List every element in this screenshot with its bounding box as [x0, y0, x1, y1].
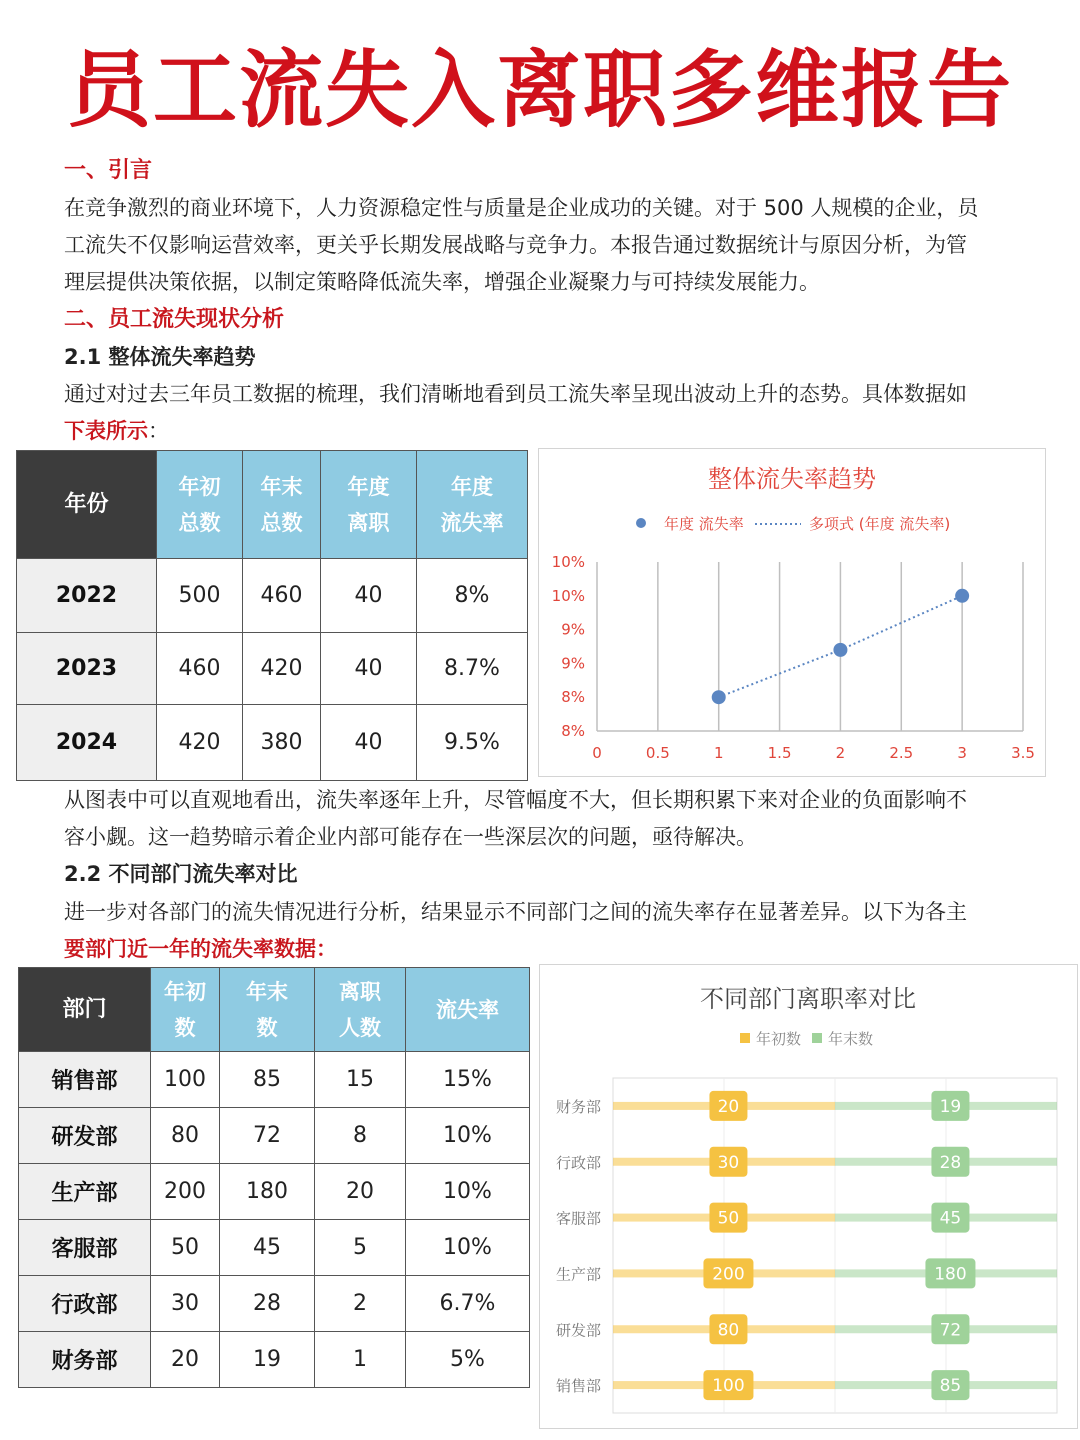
department-chart-svg [540, 965, 1077, 1428]
chart-title: 不同部门离职率对比 [700, 985, 916, 1013]
cell-year: 2022 [17, 559, 157, 633]
cell-year: 2024 [17, 705, 157, 781]
table-row [17, 705, 528, 781]
col-header-annual-rate: 年度 流失率 [417, 451, 528, 559]
col-header-department: 部门 [19, 968, 151, 1052]
data-label: 20 [717, 1096, 740, 1117]
cell: 460 [157, 633, 243, 705]
cell: 40 [321, 559, 417, 633]
cell: 500 [157, 559, 243, 633]
intro-line: 工流失不仅影响运营效率，更关乎长期发展战略与竞争力。本报告通过数据统计与原因分析，为管 [64, 233, 967, 257]
cell: 8 [315, 1108, 406, 1164]
trend-summary [64, 782, 1024, 856]
cell: 10% [406, 1220, 530, 1276]
cell: 200 [151, 1164, 220, 1220]
data-label: 180 [934, 1264, 967, 1285]
y-tick-label: 8% [561, 722, 585, 740]
category-label: 行政部 [555, 1153, 601, 1172]
cell: 180 [220, 1164, 315, 1220]
legend-swatch [812, 1033, 822, 1043]
data-point [712, 690, 726, 704]
cell: 6.7% [406, 1276, 530, 1332]
text-line: 进一步对各部门的流失情况进行分析，结果显示不同部门之间的流失率存在显著差异。以下为各主 [64, 900, 967, 924]
trend-chart-svg [539, 449, 1045, 776]
cell: 30 [151, 1276, 220, 1332]
legend-marker [636, 518, 646, 528]
data-label: 30 [717, 1152, 740, 1173]
cell: 40 [321, 633, 417, 705]
x-tick-label: 2.5 [889, 744, 914, 762]
cell: 72 [220, 1108, 315, 1164]
text-fragment: ： [148, 419, 169, 443]
data-label: 19 [939, 1096, 962, 1117]
department-turnover-table [18, 967, 530, 1388]
y-tick-label: 10% [551, 553, 585, 571]
cell: 420 [157, 705, 243, 781]
table-header-row [17, 451, 528, 559]
x-tick-label: 0.5 [645, 744, 670, 762]
subsection-2-1-title: 2.1 整体流失率趋势 [64, 345, 256, 369]
category-label: 销售部 [555, 1377, 601, 1396]
trend-chart [538, 448, 1046, 777]
data-point [955, 589, 969, 603]
y-tick-label: 10% [551, 586, 585, 605]
data-label: 45 [939, 1208, 962, 1229]
yearly-turnover-table [16, 450, 528, 781]
cell: 80 [151, 1108, 220, 1164]
category-label: 生产部 [555, 1265, 601, 1284]
cell: 9.5% [417, 705, 528, 781]
cell-department: 研发部 [19, 1108, 151, 1164]
table-header-row [19, 968, 530, 1052]
cell: 40 [321, 705, 417, 781]
x-tick-label: 2 [835, 744, 846, 762]
cell: 380 [243, 705, 321, 781]
cell: 420 [243, 633, 321, 705]
legend-label: 年末数 [828, 1030, 874, 1048]
cell: 28 [220, 1276, 315, 1332]
text-line [64, 413, 1024, 450]
cell: 20 [315, 1164, 406, 1220]
cell: 460 [243, 559, 321, 633]
legend-label: 年度 流失率 [664, 515, 744, 533]
highlight-text: 下表所示 [64, 419, 148, 443]
x-tick-label: 1.5 [767, 744, 792, 762]
cell-department: 生产部 [19, 1164, 151, 1220]
text-line: 从图表中可以直观地看出，流失率逐年上升，尽管幅度不大，但长期积累下来对企业的负面影响不 [64, 788, 967, 812]
data-label: 80 [717, 1320, 740, 1341]
cell-department: 客服部 [19, 1220, 151, 1276]
cell-department: 销售部 [19, 1052, 151, 1108]
col-header-rate: 流失率 [406, 968, 530, 1052]
cell: 5 [315, 1220, 406, 1276]
data-label: 28 [939, 1152, 962, 1173]
data-label: 85 [939, 1376, 962, 1397]
table-row [19, 1052, 530, 1108]
y-tick-label: 9% [561, 654, 585, 673]
col-header-leavers: 离职 人数 [315, 968, 406, 1052]
highlight-text: 要部门近一年的流失率数据： [64, 937, 337, 961]
cell: 1 [315, 1332, 406, 1388]
subsection-2-1-text [64, 376, 1024, 450]
intro-line: 理层提供决策依据，以制定策略降低流失率，增强企业凝聚力与可持续发展能力。 [64, 270, 820, 294]
cell: 100 [151, 1052, 220, 1108]
category-label: 研发部 [555, 1321, 601, 1340]
cell: 19 [220, 1332, 315, 1388]
cell: 10% [406, 1164, 530, 1220]
col-header-start-count: 年初 数 [151, 968, 220, 1052]
text-line: 容小觑。这一趋势暗示着企业内部可能存在一些深层次的问题，亟待解决。 [64, 825, 757, 849]
table-row [19, 1108, 530, 1164]
cell: 8.7% [417, 633, 528, 705]
data-label: 50 [717, 1208, 740, 1229]
data-label: 200 [712, 1264, 745, 1285]
chart-title: 整体流失率趋势 [708, 465, 876, 493]
cell: 2 [315, 1276, 406, 1332]
x-tick-label: 3 [957, 744, 967, 762]
page-title: 员工流失入离职多维报告 [66, 41, 1013, 139]
category-label: 财务部 [555, 1097, 601, 1116]
cell-department: 财务部 [19, 1332, 151, 1388]
col-header-year: 年份 [17, 451, 157, 559]
table-row [17, 559, 528, 633]
cell: 8% [417, 559, 528, 633]
legend-label: 多项式 (年度 流失率) [809, 515, 951, 533]
table-row [19, 1332, 530, 1388]
section2-heading: 二、员工流失现状分析 [64, 307, 285, 332]
cell: 15% [406, 1052, 530, 1108]
cell: 5% [406, 1332, 530, 1388]
x-tick-label: 3.5 [1011, 744, 1035, 762]
cell: 45 [220, 1220, 315, 1276]
intro-heading: 一、引言 [64, 158, 153, 183]
col-header-end-count: 年末 数 [220, 968, 315, 1052]
data-label: 72 [939, 1320, 962, 1341]
y-tick-label: 9% [561, 620, 585, 639]
legend-swatch [740, 1033, 750, 1043]
table-row [19, 1276, 530, 1332]
cell-department: 行政部 [19, 1276, 151, 1332]
cell: 10% [406, 1108, 530, 1164]
cell-year: 2023 [17, 633, 157, 705]
cell: 20 [151, 1332, 220, 1388]
subsection-2-2-text [64, 894, 1024, 968]
table-row [19, 1164, 530, 1220]
table-row [19, 1220, 530, 1276]
intro-line: 在竞争激烈的商业环境下，人力资源稳定性与质量是企业成功的关键。对于 500 人规模的企业，员 [64, 196, 979, 220]
table-row [17, 633, 528, 705]
col-header-annual-leavers: 年度 离职 [321, 451, 417, 559]
data-point [833, 643, 847, 657]
y-tick-label: 8% [561, 688, 585, 707]
x-tick-label: 1 [713, 744, 724, 762]
subsection-2-2-title: 2.2 不同部门流失率对比 [64, 862, 298, 886]
x-tick-label: 0 [592, 744, 602, 762]
department-chart [539, 964, 1078, 1429]
legend-label: 年初数 [756, 1030, 802, 1048]
intro-paragraph [64, 190, 1024, 301]
col-header-end-total: 年末 总数 [243, 451, 321, 559]
cell: 15 [315, 1052, 406, 1108]
text-line: 通过对过去三年员工数据的梳理，我们清晰地看到员工流失率呈现出波动上升的态势。具体数据如 [64, 382, 967, 406]
col-header-start-total: 年初 总数 [157, 451, 243, 559]
category-label: 客服部 [555, 1209, 601, 1228]
data-label: 100 [712, 1376, 745, 1397]
cell: 85 [220, 1052, 315, 1108]
cell: 50 [151, 1220, 220, 1276]
